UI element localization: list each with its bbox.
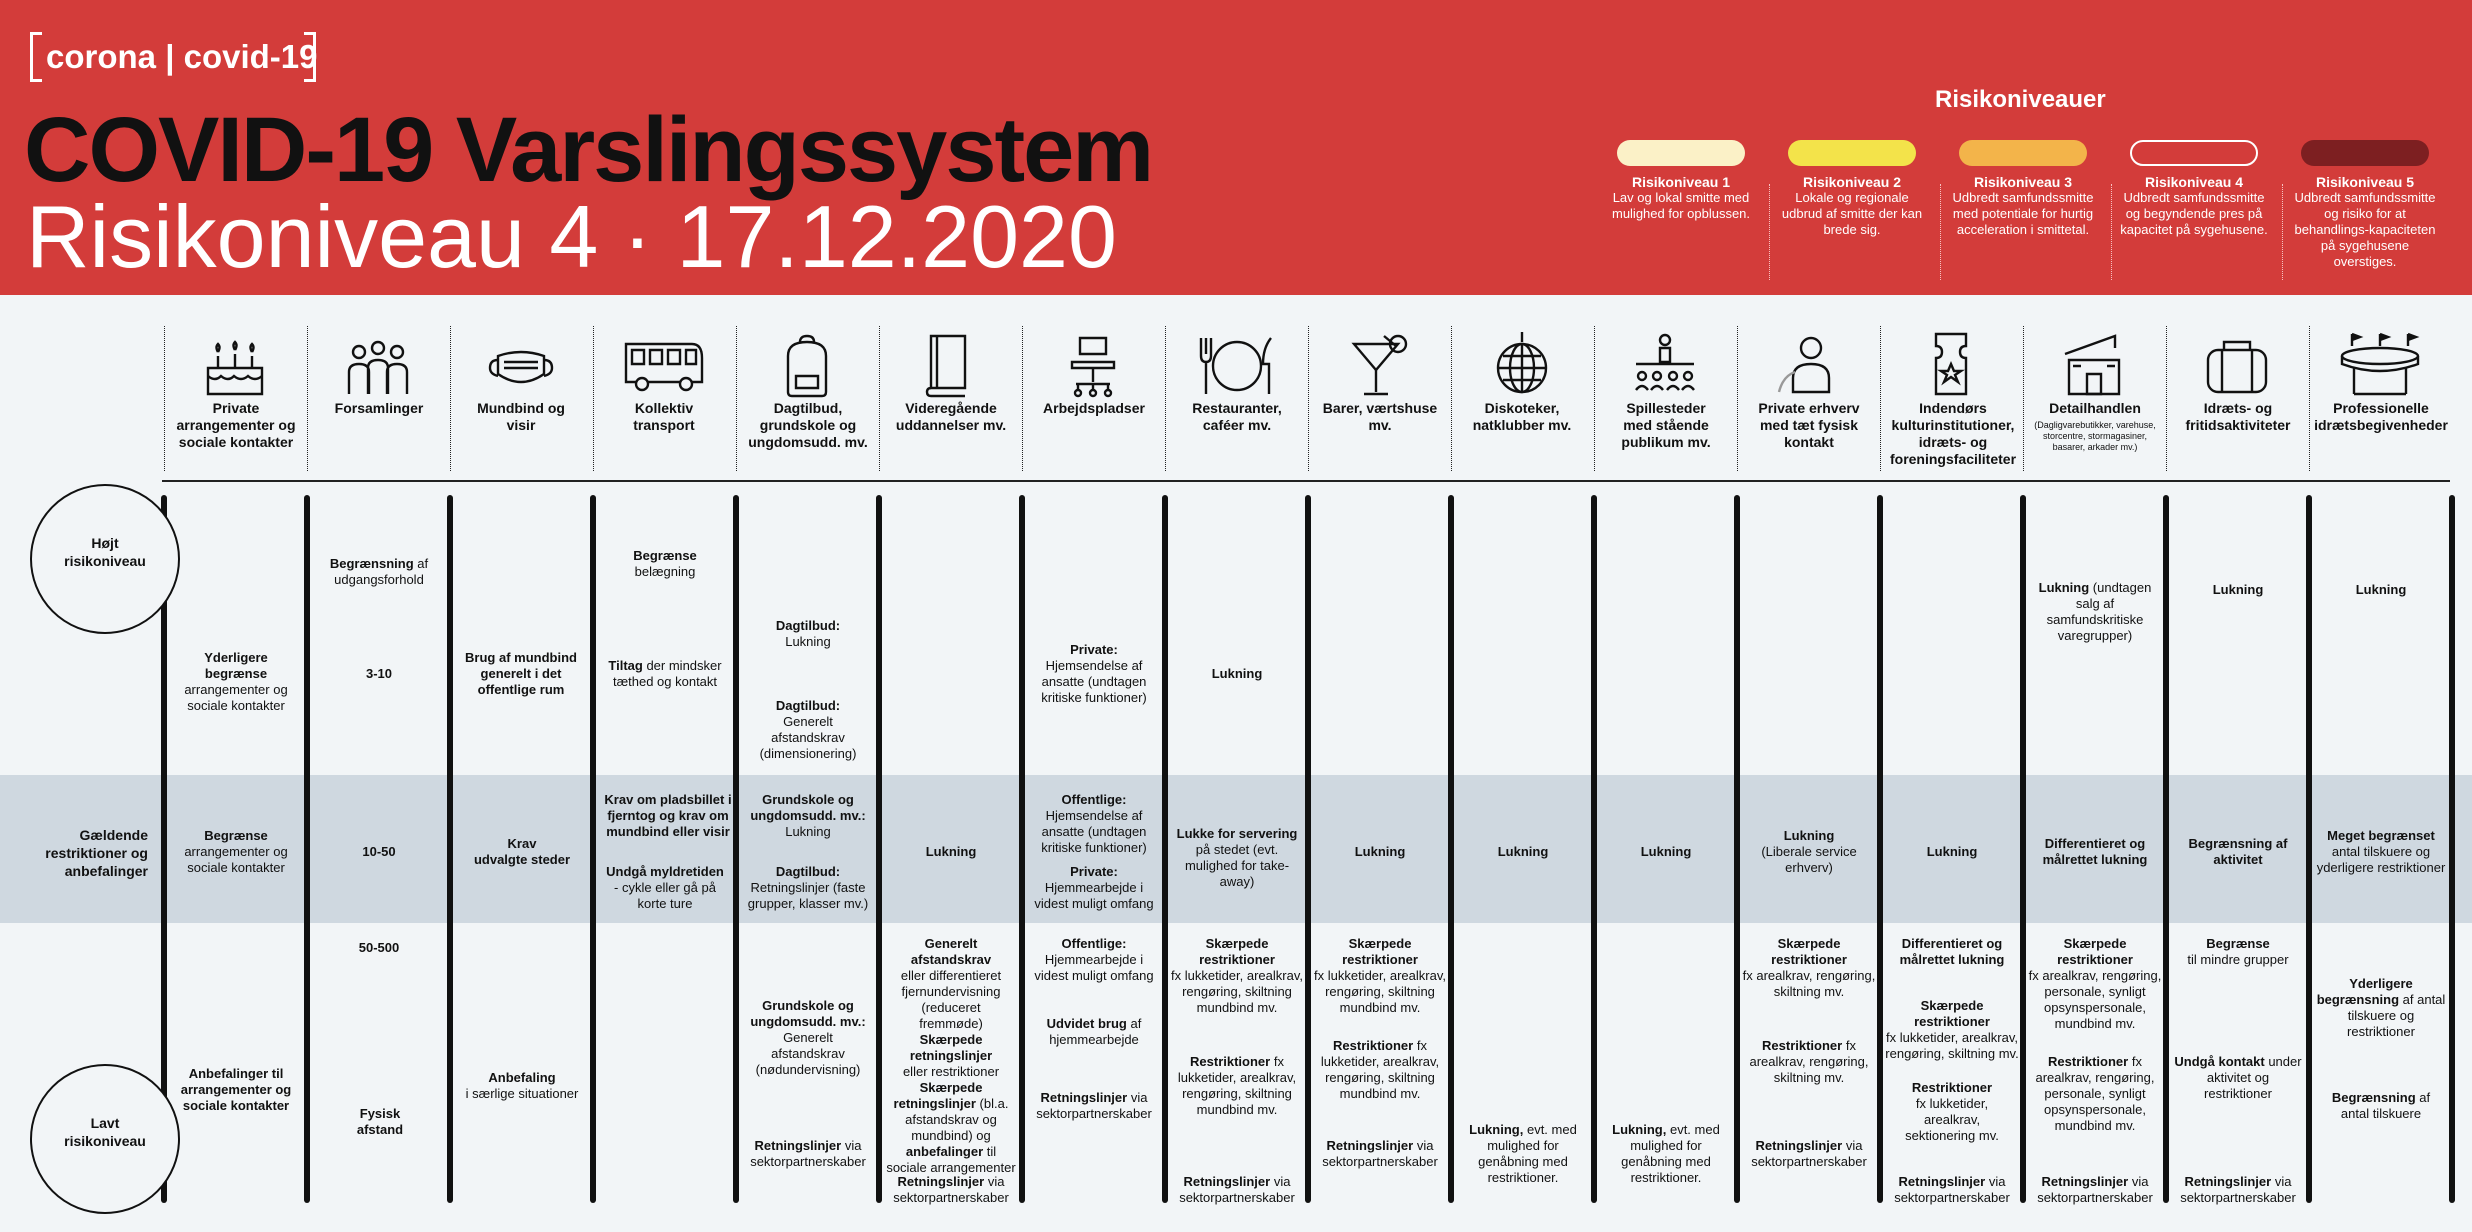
cell-bars-current: Lukning bbox=[1354, 844, 1406, 859]
cell-transport-current-1: Krav om pladsbillet i fjerntog og krav om mundbind eller visir bbox=[604, 792, 732, 839]
cell-gatherings-current: 10-50 bbox=[362, 844, 396, 859]
cell-gatherings-a: Begrænsning af udgangsforhold bbox=[329, 556, 429, 587]
cell-retail-b: Restriktioner fx arealkrav, rengøring, personale, synligt opsynspersonale, mundbind mv. bbox=[2035, 1054, 2155, 1133]
column-header-retail bbox=[2027, 400, 2163, 453]
column-header-venues: Spillesteder med stående publikum mv. bbox=[1621, 400, 1711, 450]
cell-sports-current: Begrænsning af aktivitet bbox=[2188, 836, 2288, 867]
column-header-workplaces: Arbejdspladser bbox=[1043, 400, 1145, 416]
column-header-schools: Dagtilbud, grundskole og ungdomsudd. mv. bbox=[748, 400, 868, 450]
cell-retail-c: Retningslinjer via sektorpartnerskaber bbox=[2037, 1174, 2153, 1205]
cell-workplaces-current-1: Offentlige: Hjemsendelse af ansatte (undtagen kritiske funktioner) bbox=[1041, 792, 1147, 855]
low-risk-marker bbox=[30, 1064, 180, 1214]
corona-badge bbox=[30, 32, 316, 80]
ticket-icon bbox=[1916, 330, 1986, 400]
cell-pro-sports-high: Lukning bbox=[2355, 582, 2407, 597]
legend-level-2 bbox=[1777, 140, 1927, 238]
high-risk-label: Højt risikoniveau bbox=[64, 535, 146, 569]
legend-level-5 bbox=[2290, 140, 2440, 270]
cell-schools-c: Grundskole og ungdomsudd. mv.: Generelt afstandskrav (nødundervisning) bbox=[750, 998, 866, 1077]
low-risk-label: Lavt risikoniveau bbox=[64, 1115, 146, 1149]
header-rule bbox=[162, 480, 2450, 482]
cell-venues-low: Lukning, evt. med mulighed for genåbning med restriktioner. bbox=[1612, 1122, 1720, 1185]
legend-level-name: Risikoniveau 1 bbox=[1631, 174, 1731, 190]
legend-level-4 bbox=[2119, 140, 2269, 238]
cell-transport-a: Begrænse belægning bbox=[633, 548, 697, 579]
cell-schools-current-1: Grundskole og ungdomsudd. mv.: Lukning bbox=[750, 792, 866, 839]
legend-title: Risikoniveauer bbox=[1935, 86, 2106, 113]
legend-pill bbox=[1788, 140, 1916, 166]
cell-culture-current: Lukning bbox=[1926, 844, 1978, 859]
cell-private-low: Anbefalinger til arrangementer og sociale kontakter bbox=[180, 1066, 292, 1113]
cell-restaurants-c: Retningslinjer via sektorpartnerskaber bbox=[1179, 1174, 1295, 1205]
cell-transport-current-2: Undgå myldretiden - cykle eller gå på korte ture bbox=[606, 864, 724, 911]
cell-bars-b: Restriktioner fx lukketider, arealkrav, rengøring, skiltning mundbind mv. bbox=[1320, 1038, 1440, 1101]
sports-bag-icon bbox=[2202, 330, 2272, 400]
legend-level-desc: Lokale og regionale udbrud af smitte der kan brede sig. bbox=[1781, 190, 1923, 237]
cell-restaurants-a: Skærpede restriktioner fx lukketider, arealkrav, rengøring, skiltning mundbind mv. bbox=[1171, 936, 1303, 1015]
backpack-icon bbox=[772, 330, 842, 400]
cell-retail-current: Differentieret og målrettet lukning bbox=[2042, 836, 2148, 867]
cell-culture-b: Skærpede restriktioner fx lukketider, arealkrav, rengøring, skiltning mv. bbox=[1885, 998, 2019, 1061]
column-header-bars: Barer, værtshuse mv. bbox=[1322, 400, 1438, 433]
cell-workplaces-current-2: Private: Hjemmearbejde i videst muligt omfang bbox=[1034, 864, 1154, 911]
legend-pill bbox=[1617, 140, 1745, 166]
stadium-icon bbox=[2338, 330, 2422, 400]
group-icon bbox=[343, 330, 413, 400]
person-icon bbox=[1773, 330, 1843, 400]
legend-pill bbox=[2301, 140, 2429, 166]
cell-retail-a: Skærpede restriktioner fx arealkrav, rengøring, personale, synligt opsynspersonale, mundbind mv. bbox=[2028, 936, 2162, 1031]
cocktail-icon bbox=[1344, 330, 1414, 400]
cell-masks-current: Krav udvalgte steder bbox=[473, 836, 571, 867]
cell-gatherings-c: 50-500 bbox=[358, 940, 400, 955]
cell-culture-c: Restriktioner fx lukketider, arealkrav, sektionering mv. bbox=[1905, 1080, 1999, 1143]
cell-workplaces-b: Udvidet brug af hjemmearbejde bbox=[1046, 1016, 1142, 1047]
cell-workplaces-high: Private: Hjemsendelse af ansatte (undtagen kritiske funktioner) bbox=[1041, 642, 1147, 705]
cell-trades-c: Retningslinjer via sektorpartnerskaber bbox=[1751, 1138, 1867, 1169]
office-chair-icon bbox=[1058, 330, 1128, 400]
legend-level-name: Risikoniveau 3 bbox=[1973, 174, 2073, 190]
column-header-private-events: Private arrangementer og sociale kontakter bbox=[176, 400, 296, 450]
cake-icon bbox=[200, 330, 270, 400]
cell-pro-sports-current: Meget begrænset antal tilskuere og yderligere restriktioner bbox=[2316, 828, 2446, 875]
legend-pill bbox=[1959, 140, 2087, 166]
cell-discos-low: Lukning, evt. med mulighed for genåbning med restriktioner. bbox=[1469, 1122, 1577, 1185]
cell-sports-b: Undgå kontakt under aktivitet og restriktioner bbox=[2174, 1054, 2302, 1101]
cell-venues-current: Lukning bbox=[1640, 844, 1692, 859]
cell-higher-ed-c: Skærpede retningslinjer (bl.a. afstandskrav og mundbind) og anbefalinger til sociale arrangementer bbox=[886, 1080, 1016, 1175]
mask-icon bbox=[486, 330, 556, 400]
cell-schools-current-2: Dagtilbud: Retningslinjer (faste grupper, klasser mv.) bbox=[747, 864, 869, 911]
cell-pro-sports-a: Yderligere begrænsning af antal tilskuere og restriktioner bbox=[2316, 976, 2446, 1039]
retail-label: Detailhandlen bbox=[2049, 400, 2141, 416]
legend-level-3 bbox=[1948, 140, 2098, 238]
page-title: COVID-19 Varslingssystem bbox=[24, 99, 1153, 201]
badge-text: corona | covid-19 bbox=[46, 38, 318, 75]
cell-gatherings-b: 3-10 bbox=[365, 666, 393, 681]
cell-pro-sports-b: Begrænsning af antal tilskuere bbox=[2331, 1090, 2431, 1121]
cell-private-current: Begrænse arrangementer og sociale kontakter bbox=[184, 828, 288, 875]
legend-level-1 bbox=[1606, 140, 1756, 222]
cell-sports-c: Retningslinjer via sektorpartnerskaber bbox=[2180, 1174, 2296, 1205]
shop-icon bbox=[2059, 330, 2129, 400]
cell-higher-ed-b: Skærpede retningslinjer eller restriktioner bbox=[902, 1032, 1000, 1079]
column-header-masks: Mundbind og visir bbox=[477, 400, 565, 433]
cell-higher-ed-a: Generelt afstandskrav eller differentieret fjernundervisning (reduceret fremmøde) bbox=[900, 936, 1002, 1031]
cell-trades-b: Restriktioner fx arealkrav, rengøring, skiltning mv. bbox=[1749, 1038, 1869, 1085]
column-header-discos: Diskoteker, natklubber mv. bbox=[1472, 400, 1572, 433]
cell-higher-ed-current: Lukning bbox=[925, 844, 977, 859]
bus-icon bbox=[622, 330, 706, 400]
cell-restaurants-b: Restriktioner fx lukketider, arealkrav, rengøring, skiltning mundbind mv. bbox=[1177, 1054, 1297, 1117]
legend-level-desc: Udbredt samfundssmitte med potentiale for hurtig acceleration i smittetal. bbox=[1952, 190, 2094, 237]
legend-level-name: Risikoniveau 5 bbox=[2315, 174, 2415, 190]
legend-level-name: Risikoniveau 2 bbox=[1802, 174, 1902, 190]
legend-level-name: Risikoniveau 4 bbox=[2144, 174, 2244, 190]
column-header-sports: Idræts- og fritidsaktiviteter bbox=[2185, 400, 2291, 433]
current-restrictions-label: Gældende restriktioner og anbefalinger bbox=[45, 827, 148, 879]
legend-pill bbox=[2130, 140, 2258, 166]
cell-schools-b: Dagtilbud: Generelt afstandskrav (dimensionering) bbox=[759, 698, 857, 761]
cell-bars-c: Retningslinjer via sektorpartnerskaber bbox=[1322, 1138, 1438, 1169]
column-header-pro-sports: Professionelle idrætsbegivenheder bbox=[2314, 400, 2448, 433]
legend-level-desc: Lav og lokal smitte med mulighed for opblussen. bbox=[1611, 190, 1751, 221]
cell-masks-high: Brug af mundbind generelt i det offentlige rum bbox=[465, 650, 577, 697]
plate-cutlery-icon bbox=[1195, 330, 1279, 400]
stage-icon bbox=[1630, 330, 1700, 400]
header-banner bbox=[0, 0, 2472, 295]
cell-schools-a: Dagtilbud: Lukning bbox=[775, 618, 841, 649]
cell-higher-ed-d: Retningslinjer via sektorpartnerskaber bbox=[893, 1174, 1009, 1205]
column-header-restaurants: Restauranter, caféer mv. bbox=[1192, 400, 1282, 433]
column-header-transport: Kollektiv transport bbox=[633, 400, 695, 433]
cell-restaurants-high: Lukning bbox=[1211, 666, 1263, 681]
cell-culture-a: Differentieret og målrettet lukning bbox=[1899, 936, 2005, 967]
retail-sublabel: (Dagligvarebutikker, varehuse, storcentre, stormagasiner, basarer, arkader mv.) bbox=[2034, 420, 2156, 452]
cell-private-high: Yderligere begrænse arrangementer og sociale kontakter bbox=[184, 650, 288, 713]
legend-level-desc: Udbredt samfundssmitte og risiko for at behandlings-kapaciteten på sygehusene overstiges. bbox=[2294, 190, 2436, 269]
cell-discos-current: Lukning bbox=[1497, 844, 1549, 859]
page-subtitle: Risikoniveau 4 · 17.12.2020 bbox=[26, 187, 1117, 286]
cell-schools-d: Retningslinjer via sektorpartnerskaber bbox=[750, 1138, 866, 1169]
cell-bars-a: Skærpede restriktioner fx lukketider, arealkrav, rengøring, skiltning mundbind mv. bbox=[1314, 936, 1446, 1015]
column-header-gatherings: Forsamlinger bbox=[334, 400, 424, 416]
column-header-higher-education: Videregående uddannelser mv. bbox=[895, 400, 1007, 433]
cell-workplaces-a: Offentlige: Hjemmearbejde i videst muligt omfang bbox=[1034, 936, 1154, 983]
cell-sports-a: Begrænse til mindre grupper bbox=[2187, 936, 2289, 967]
cell-transport-b: Tiltag der mindsker tæthed og kontakt bbox=[608, 658, 722, 689]
high-risk-marker bbox=[30, 484, 180, 634]
cell-trades-current: Lukning (Liberale service erhverv) bbox=[1761, 828, 1857, 875]
legend-level-desc: Udbredt samfundssmitte og begyndende pres på kapacitet på sygehusene. bbox=[2120, 190, 2268, 237]
cell-masks-low: Anbefaling i særlige situationer bbox=[465, 1070, 579, 1101]
cell-culture-d: Retningslinjer via sektorpartnerskaber bbox=[1894, 1174, 2010, 1205]
cell-trades-a: Skærpede restriktioner fx arealkrav, rengøring, skiltning mv. bbox=[1742, 936, 1876, 999]
column-header-private-trades: Private erhverv med tæt fysisk kontakt bbox=[1758, 400, 1860, 450]
cell-restaurants-current: Lukke for servering på stedet (evt. mulighed for take-away) bbox=[1176, 826, 1298, 889]
column-header-culture: Indendørs kulturinstitutioner, idræts- og foreningsfaciliteter bbox=[1889, 400, 2017, 467]
book-icon bbox=[915, 330, 985, 400]
cell-gatherings-d: Fysisk afstand bbox=[356, 1106, 404, 1137]
cell-sports-high: Lukning bbox=[2212, 582, 2264, 597]
disco-ball-icon bbox=[1487, 330, 1557, 400]
cell-retail-high: Lukning (undtagen salg af samfundskritiske varegrupper) bbox=[2038, 580, 2152, 643]
cell-workplaces-c: Retningslinjer via sektorpartnerskaber bbox=[1036, 1090, 1152, 1121]
